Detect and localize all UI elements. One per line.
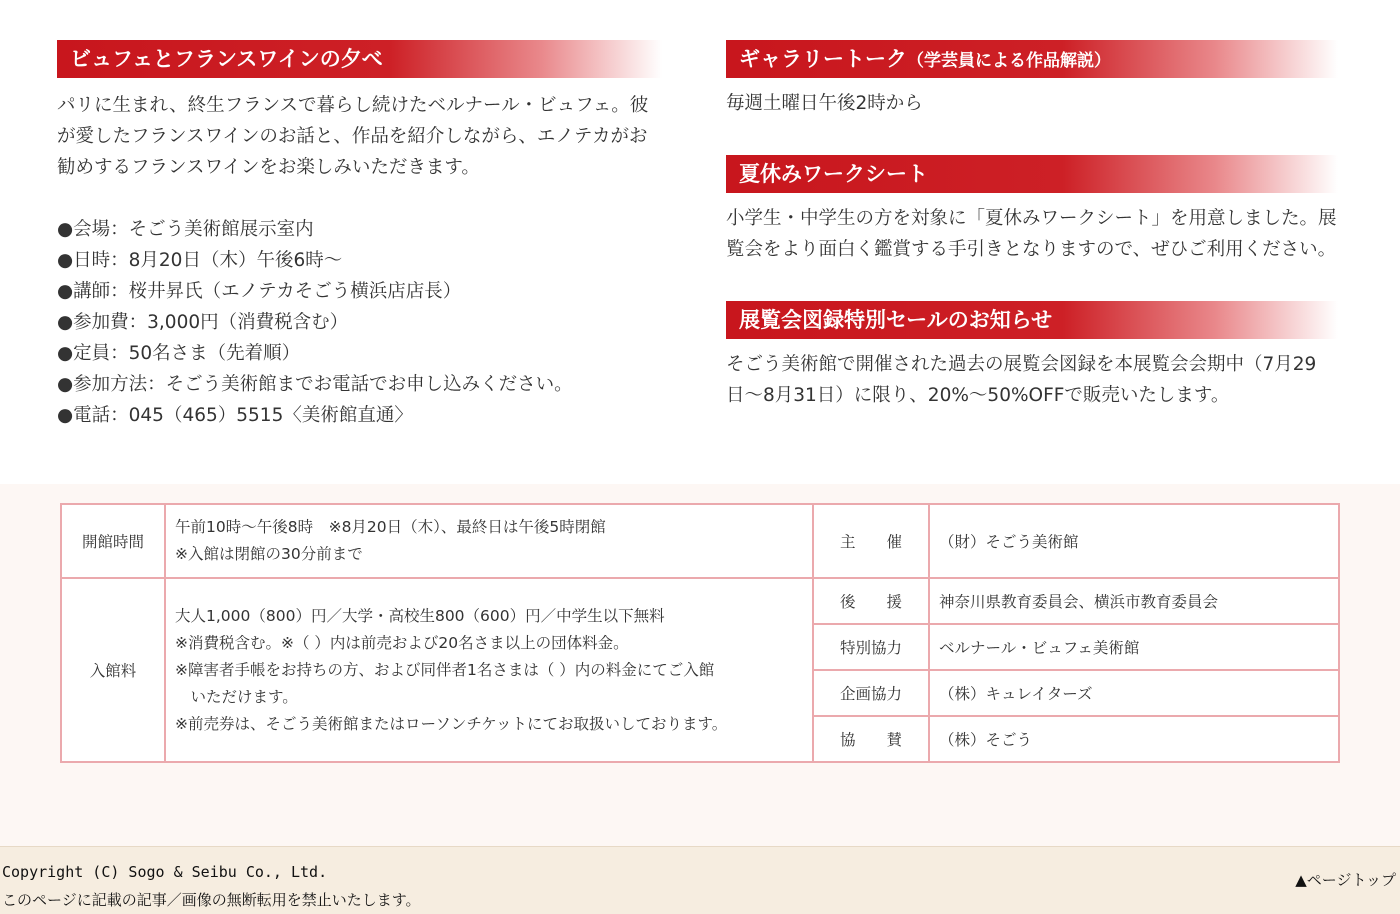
wine-evening-details (57, 214, 662, 431)
section-heading-gallery-talk (726, 40, 1338, 78)
sponsor-label: 協 賛 (813, 716, 929, 762)
catalog-sale-text: そごう美術館で開催された過去の展覧会図録を本展覧会会期中（7月29日〜8月31日）に限り、20%〜50%OFFで販売いたします。 (726, 354, 1317, 406)
sponsor-value: （株）そごう (929, 716, 1339, 762)
fee-line-3: ※障害者手帳をお持ちの方、および同伴者1名さまは（ ）内の料金にてご入館 (175, 660, 715, 679)
detail-how-to-join: ●参加方法：そごう美術館までお電話でお申し込みください。 (57, 374, 573, 395)
hours-line-2: ※入館は閉館の30分前まで (175, 545, 363, 563)
detail-fee: ●参加費：3,000円（消費税含む） (57, 312, 349, 333)
fee-line-2: ※消費税含む。※（ ）内は前売および20名さま以上の団体料金。 (175, 633, 629, 652)
page-top-link[interactable]: ▲ページトップ (1295, 871, 1396, 889)
fee-value (165, 578, 813, 762)
footer (0, 846, 1400, 914)
fee-line-1: 大人1,000（800）円／大学・高校生800（600）円／中学生以下無料 (175, 606, 665, 625)
host-label: 主 催 (813, 504, 929, 578)
exhibition-info-table (60, 503, 1340, 763)
gallery-talk-title: ギャラリートーク (739, 46, 907, 71)
fee-label: 入館料 (61, 578, 165, 762)
detail-date: ●日時：8月20日（木）午後6時〜 (57, 250, 343, 271)
section-heading-catalog-sale: 展覧会図録特別セールのお知らせ (726, 301, 1338, 339)
events-right-column (726, 40, 1338, 411)
special-cooperation-label: 特別協力 (813, 624, 929, 670)
section-heading-worksheet: 夏休みワークシート (726, 155, 1338, 193)
hours-line-1: 午前10時〜午後8時 ※8月20日（木）、最終日は午後5時閉館 (175, 518, 606, 536)
worksheet-text: 小学生・中学生の方を対象に「夏休みワークシート」を用意しました。展覧会をより面白く鑑賞する手引きとなりますので、ぜひご利用ください。 (726, 208, 1337, 260)
section-heading-wine-evening: ビュフェとフランスワインの夕べ (57, 40, 662, 78)
fee-line-5: ※前売券は、そごう美術館またはローソンチケットにてお取扱いしております。 (175, 714, 728, 733)
host-value: （財）そごう美術館 (929, 504, 1339, 578)
copyright-notice: このページに記載の記事／画像の無断転用を禁止いたします。 (2, 891, 421, 909)
copyright-text: Copyright (C) Sogo & Seibu Co., Ltd. (2, 863, 328, 881)
event-wine-evening (57, 40, 662, 431)
wine-evening-intro: パリに生まれ、終生フランスで暮らし続けたベルナール・ビュフェ。彼が愛したフランスワインのお話と、作品を紹介しながら、エノテカがお勧めするフランスワインをお楽しみいただきます。 (57, 95, 649, 178)
gallery-talk-subtitle: （学芸員による作品解説） (907, 51, 1111, 71)
gallery-talk-text: 毎週土曜日午後2時から (726, 93, 923, 114)
detail-capacity: ●定員：50名さま（先着順） (57, 343, 301, 364)
detail-phone: ●電話：045（465）5515〈美術館直通〉 (57, 405, 413, 426)
planning-cooperation-label: 企画協力 (813, 670, 929, 716)
special-cooperation-value: ベルナール・ビュフェ美術館 (929, 624, 1339, 670)
support-value: 神奈川県教育委員会、横浜市教育委員会 (929, 578, 1339, 624)
hours-value (165, 504, 813, 578)
fee-line-4: いただけます。 (175, 687, 298, 706)
detail-lecturer: ●講師：桜井昇氏（エノテカそごう横浜店店長） (57, 281, 462, 302)
detail-venue: ●会場：そごう美術館展示室内 (57, 219, 314, 240)
planning-cooperation-value: （株）キュレイターズ (929, 670, 1339, 716)
support-label: 後 援 (813, 578, 929, 624)
hours-label: 開館時間 (61, 504, 165, 578)
